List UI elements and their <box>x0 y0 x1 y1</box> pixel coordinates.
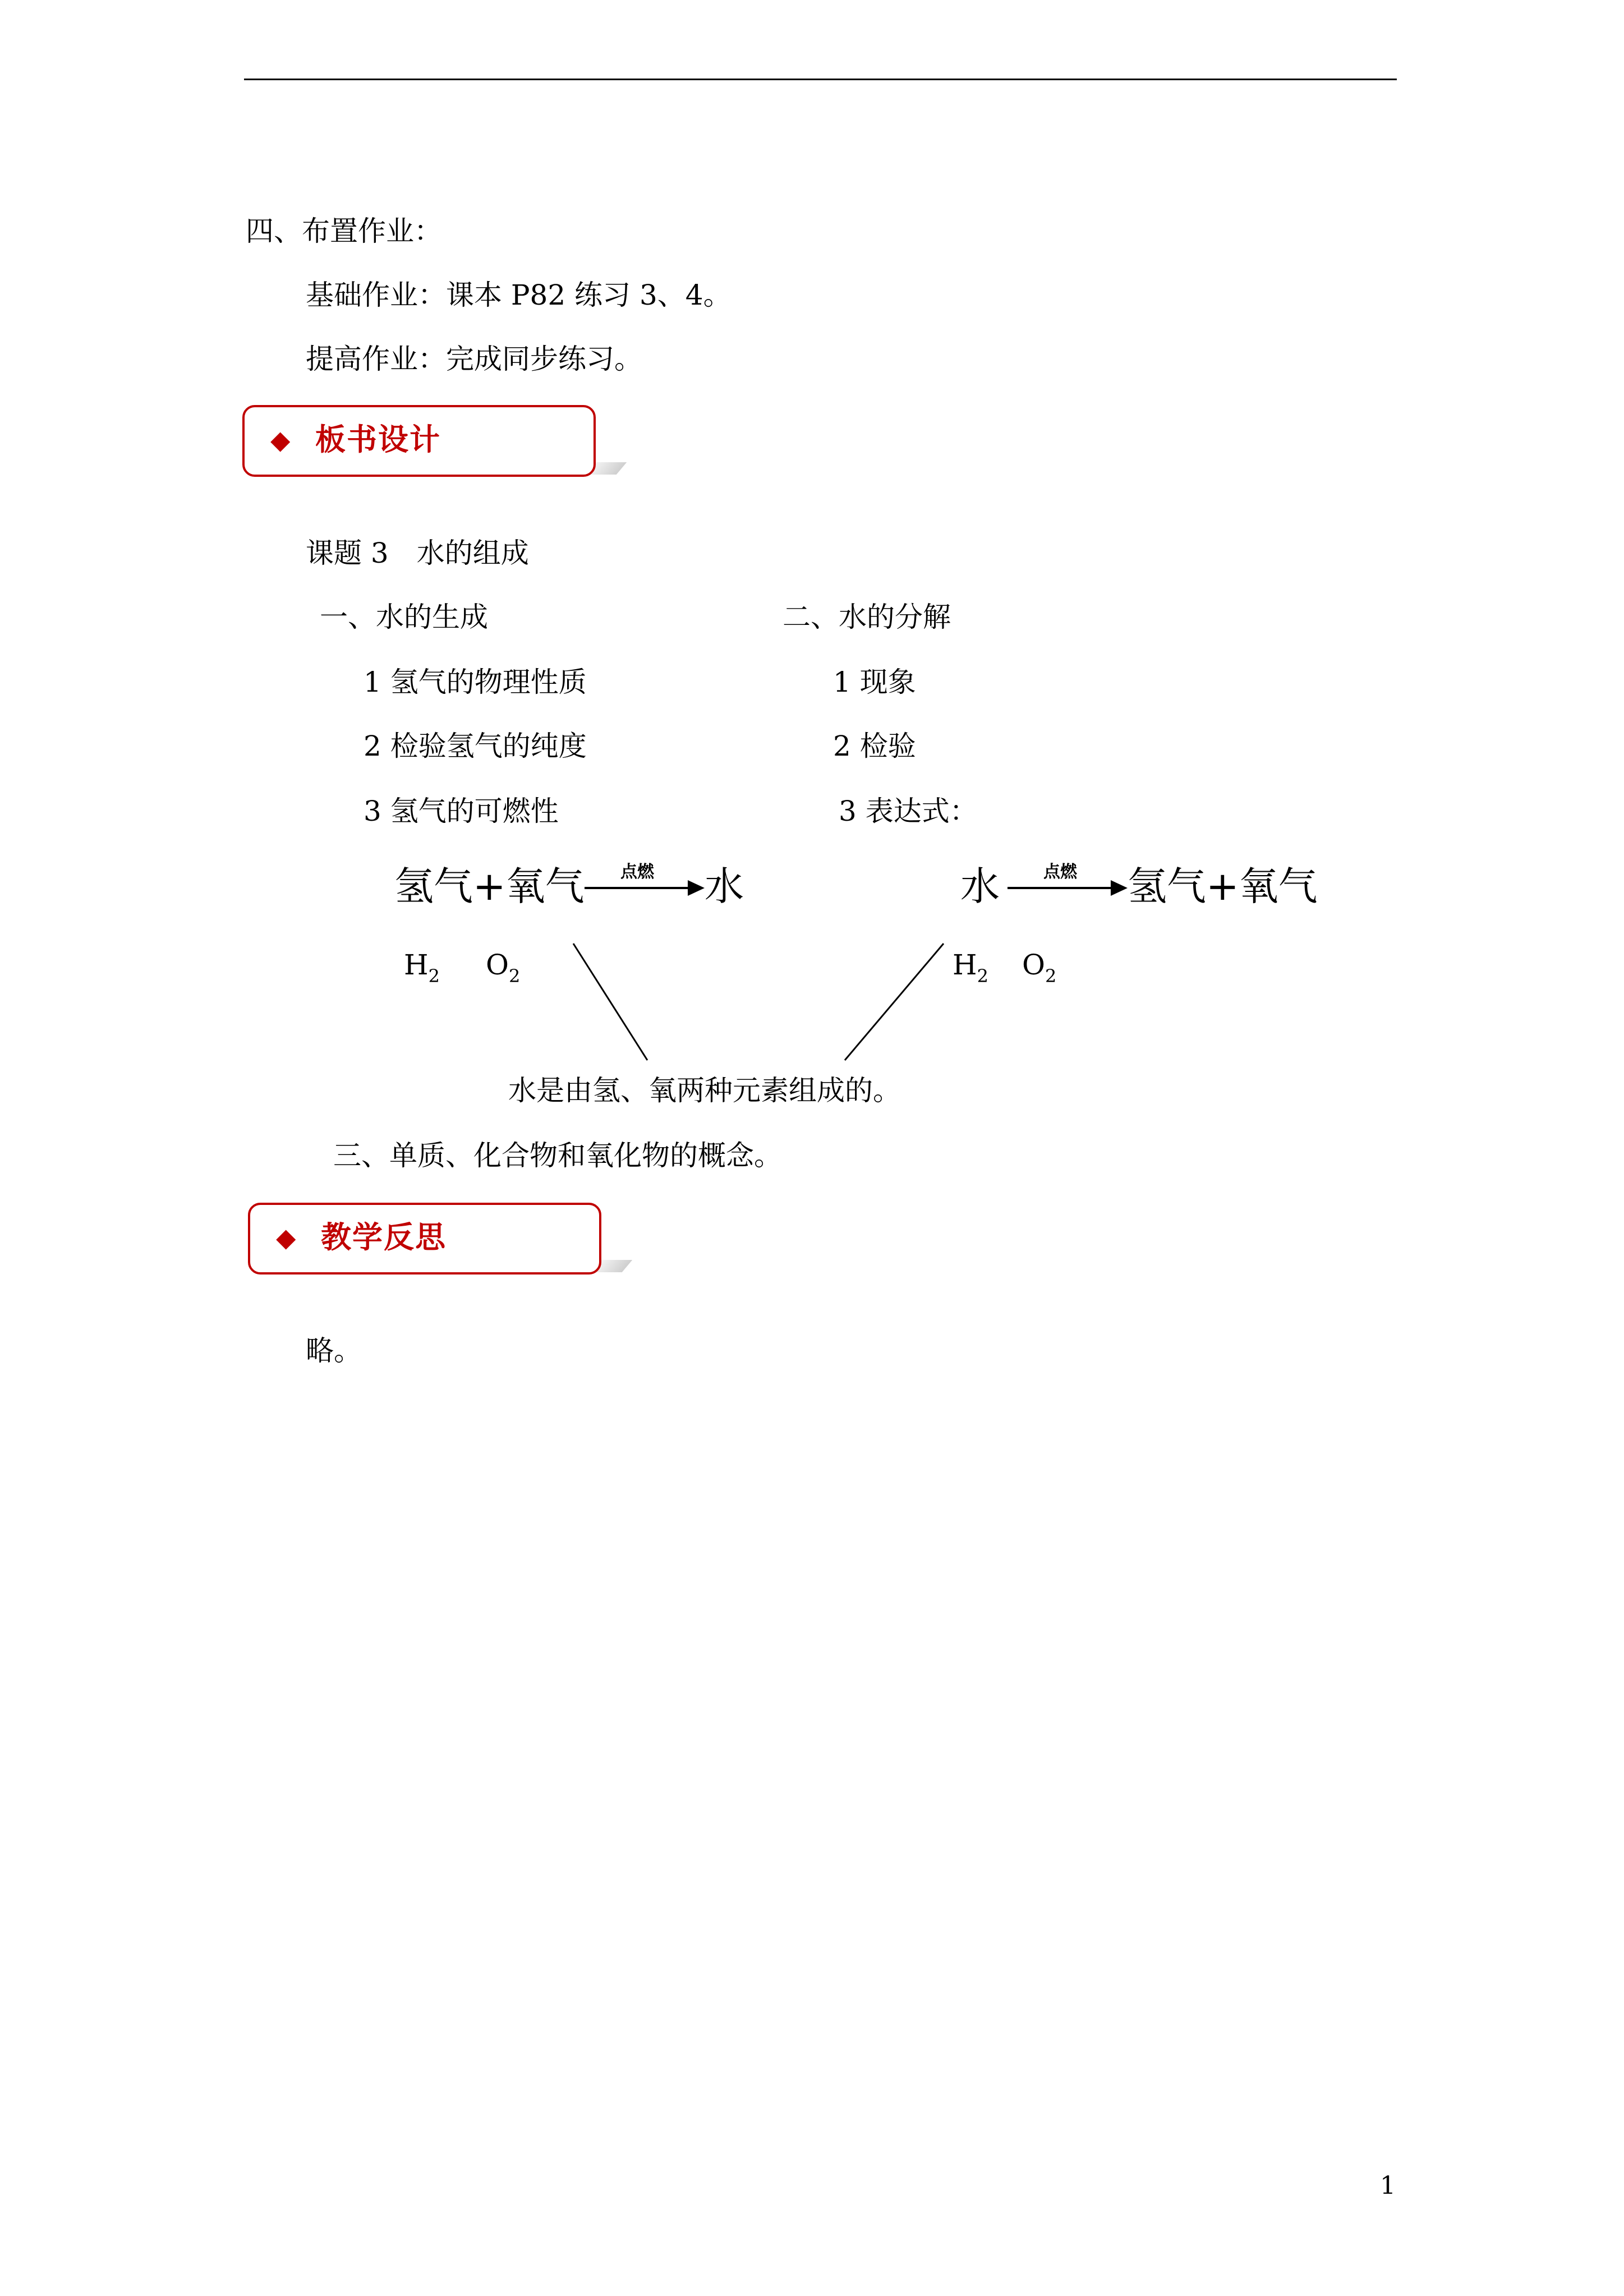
eq-left-condition: 点燃 <box>620 862 654 882</box>
formula-h2-right: $H_2$ <box>953 949 988 987</box>
left-item-3: 3 氢气的可燃性 <box>364 795 559 827</box>
eq-right-product: 氢气+氧气 <box>1128 863 1318 909</box>
connector-line-right <box>845 944 944 1060</box>
right-item-2: 2 检验 <box>833 730 916 762</box>
homework-basic: 基础作业：课本 P82 练习 3、4。 <box>306 279 732 311</box>
left-heading: 一、水的生成 <box>320 601 488 633</box>
formula-o2-left: $O_2$ <box>486 949 521 987</box>
formula-o2-right: $O_2$ <box>1022 949 1057 987</box>
conclusion: 水是由氢、氧两种元素组成的。 <box>508 1074 901 1107</box>
homework-heading: 四、布置作业： <box>246 215 442 247</box>
page-number: 1 <box>1380 2171 1396 2200</box>
eq-left-arrow-icon <box>688 880 705 896</box>
reflection-title: 教学反思 <box>321 1220 447 1255</box>
left-item-1: 1 氢气的物理性质 <box>364 666 587 698</box>
board-design-box <box>242 405 596 477</box>
eq-left-arrow-shaft <box>585 887 690 889</box>
right-heading: 二、水的分解 <box>783 601 951 633</box>
right-item-1: 1 现象 <box>833 666 916 698</box>
eq-right-arrow-icon <box>1111 880 1128 896</box>
eq-right-reactants: 水 <box>960 863 1000 909</box>
board-design-title: 板书设计 <box>315 422 441 457</box>
homework-advanced: 提高作业：完成同步练习。 <box>306 343 642 375</box>
header-rule <box>244 79 1397 80</box>
connector-line-left <box>573 944 647 1060</box>
diamond-icon: ◆ <box>276 1222 296 1253</box>
eq-left-product: 水 <box>705 863 744 909</box>
lesson-title: 课题 3 水的组成 <box>306 537 529 569</box>
formula-h2-left: $H_2$ <box>404 949 440 987</box>
right-item-3: 3 表达式： <box>839 795 978 827</box>
eq-right-arrow-shaft <box>1007 887 1113 889</box>
left-item-2: 2 检验氢气的纯度 <box>364 730 587 762</box>
eq-left-reactants: 氢气+氧气 <box>394 863 585 909</box>
reflection-text: 略。 <box>306 1335 362 1367</box>
reflection-box <box>248 1203 601 1274</box>
diamond-icon: ◆ <box>270 425 291 455</box>
section-three: 三、单质、化合物和氧化物的概念。 <box>333 1139 782 1172</box>
eq-right-condition: 点燃 <box>1043 862 1077 882</box>
